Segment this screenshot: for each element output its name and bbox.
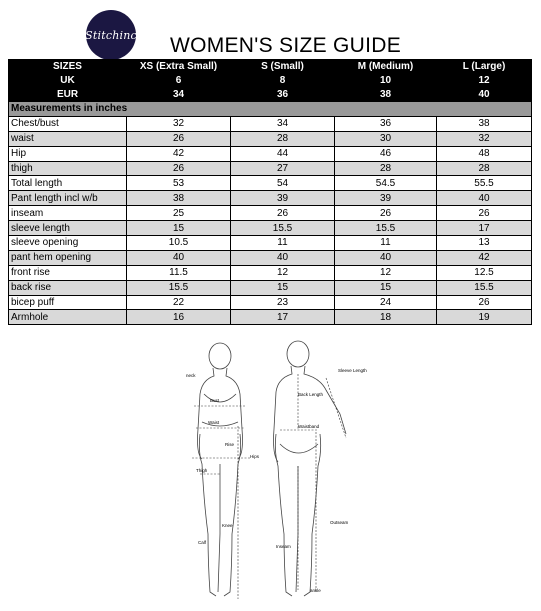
header-cell: M (Medium) <box>335 60 437 74</box>
back-figure <box>274 341 347 596</box>
header-cell: S (Small) <box>231 60 335 74</box>
measurement-label: thigh <box>9 161 127 176</box>
table-header-row <box>9 60 532 74</box>
measurement-value: 15.5 <box>335 221 437 236</box>
table-row <box>9 221 532 236</box>
table-row <box>9 116 532 131</box>
label-back-length: Back Length <box>298 392 324 397</box>
header-cell: 6 <box>127 74 231 88</box>
measurement-value: 13 <box>437 236 532 251</box>
measurement-value: 54 <box>231 176 335 191</box>
table-row <box>9 280 532 295</box>
measurement-value: 24 <box>335 295 437 310</box>
measurement-value: 16 <box>127 310 231 325</box>
measurement-value: 38 <box>127 191 231 206</box>
header-cell: 34 <box>127 88 231 102</box>
label-waistband: Waistband <box>298 424 320 429</box>
measurement-value: 11 <box>335 236 437 251</box>
label-rise: Rise <box>225 442 235 447</box>
header-cell: 10 <box>335 74 437 88</box>
header-cell: 12 <box>437 74 532 88</box>
measurement-value: 17 <box>437 221 532 236</box>
label-ankle: ankle <box>310 588 321 593</box>
measurement-value: 17 <box>231 310 335 325</box>
front-measure-lines <box>192 406 250 599</box>
table-row <box>9 191 532 206</box>
measurement-value: 40 <box>127 250 231 265</box>
measurement-value: 42 <box>437 250 532 265</box>
label-sleeve-length: Sleeve Length <box>338 368 367 373</box>
measurement-value: 26 <box>231 206 335 221</box>
measurement-value: 15 <box>231 280 335 295</box>
header-cell: 36 <box>231 88 335 102</box>
measurement-label: front rise <box>9 265 127 280</box>
measurement-value: 23 <box>231 295 335 310</box>
table-row <box>9 161 532 176</box>
section-row <box>9 102 532 117</box>
header-label: SIZES <box>9 60 127 74</box>
measurement-value: 26 <box>437 295 532 310</box>
table-row <box>9 265 532 280</box>
measurement-label: Hip <box>9 146 127 161</box>
measurement-value: 54.5 <box>335 176 437 191</box>
header-cell: 38 <box>335 88 437 102</box>
table-row <box>9 295 532 310</box>
measurement-label: inseam <box>9 206 127 221</box>
table-row <box>9 146 532 161</box>
measurement-value: 30 <box>335 131 437 146</box>
label-hips: Hips <box>250 454 260 459</box>
measurement-value: 26 <box>127 161 231 176</box>
label-knee: Knee <box>222 523 233 528</box>
measurement-value: 55.5 <box>437 176 532 191</box>
measurement-value: 48 <box>437 146 532 161</box>
table-header-row <box>9 88 532 102</box>
label-waist: Waist <box>208 420 220 425</box>
measurement-value: 26 <box>437 206 532 221</box>
header-label: EUR <box>9 88 127 102</box>
table-row <box>9 206 532 221</box>
measurement-label: Total length <box>9 176 127 191</box>
measurement-value: 15.5 <box>127 280 231 295</box>
measurement-value: 46 <box>335 146 437 161</box>
measurement-label: back rise <box>9 280 127 295</box>
label-calf: Calf <box>198 540 207 545</box>
measurement-value: 12 <box>231 265 335 280</box>
measurement-value: 12.5 <box>437 265 532 280</box>
measurement-value: 19 <box>437 310 532 325</box>
measurement-value: 28 <box>437 161 532 176</box>
measurement-value: 11 <box>231 236 335 251</box>
table-row <box>9 176 532 191</box>
table-header-row <box>9 74 532 88</box>
measurement-value: 32 <box>437 131 532 146</box>
header-cell: 40 <box>437 88 532 102</box>
measurement-value: 27 <box>231 161 335 176</box>
label-bust: Bust <box>210 398 220 403</box>
body-measurement-diagram <box>180 334 370 604</box>
measurement-label: Chest/bust <box>9 116 127 131</box>
measurement-label: sleeve opening <box>9 236 127 251</box>
measurement-value: 42 <box>127 146 231 161</box>
measurement-value: 25 <box>127 206 231 221</box>
measurement-value: 15 <box>127 221 231 236</box>
measurement-value: 11.5 <box>127 265 231 280</box>
label-thigh: Thigh <box>196 468 208 473</box>
table-row <box>9 310 532 325</box>
measurement-value: 26 <box>335 206 437 221</box>
table-row <box>9 250 532 265</box>
measurement-value: 12 <box>335 265 437 280</box>
table-row <box>9 236 532 251</box>
measurement-label: waist <box>9 131 127 146</box>
header-label: UK <box>9 74 127 88</box>
measurement-value: 15.5 <box>231 221 335 236</box>
label-inseam: Inseam <box>276 544 291 549</box>
measurement-value: 39 <box>335 191 437 206</box>
logo-text: Stitchinc <box>85 28 137 42</box>
measurement-value: 32 <box>127 116 231 131</box>
section-label: Measurements in inches <box>9 102 532 117</box>
measurement-label: pant hem opening <box>9 250 127 265</box>
measurement-value: 40 <box>335 250 437 265</box>
measurement-label: sleeve length <box>9 221 127 236</box>
measurement-value: 28 <box>231 131 335 146</box>
table-row <box>9 131 532 146</box>
header-cell: L (Large) <box>437 60 532 74</box>
header-cell: XS (Extra Small) <box>127 60 231 74</box>
measurement-value: 15.5 <box>437 280 532 295</box>
measurement-value: 44 <box>231 146 335 161</box>
measurement-label: Pant length incl w/b <box>9 191 127 206</box>
measurement-value: 39 <box>231 191 335 206</box>
measurement-value: 53 <box>127 176 231 191</box>
measurement-value: 36 <box>335 116 437 131</box>
measurement-value: 15 <box>335 280 437 295</box>
measurement-value: 38 <box>437 116 532 131</box>
label-outseam: Outseam <box>330 520 349 525</box>
measurement-value: 40 <box>437 191 532 206</box>
measurement-value: 26 <box>127 131 231 146</box>
measurement-value: 10.5 <box>127 236 231 251</box>
size-table <box>8 59 532 325</box>
measurement-value: 22 <box>127 295 231 310</box>
measurement-value: 28 <box>335 161 437 176</box>
page-title: WOMEN'S SIZE GUIDE <box>169 34 402 57</box>
label-neck: neck <box>186 373 196 378</box>
measurement-value: 40 <box>231 250 335 265</box>
measurement-label: bicep puff <box>9 295 127 310</box>
measurement-value: 34 <box>231 116 335 131</box>
measurement-value: 18 <box>335 310 437 325</box>
header-cell: 8 <box>231 74 335 88</box>
measurement-label: Armhole <box>9 310 127 325</box>
